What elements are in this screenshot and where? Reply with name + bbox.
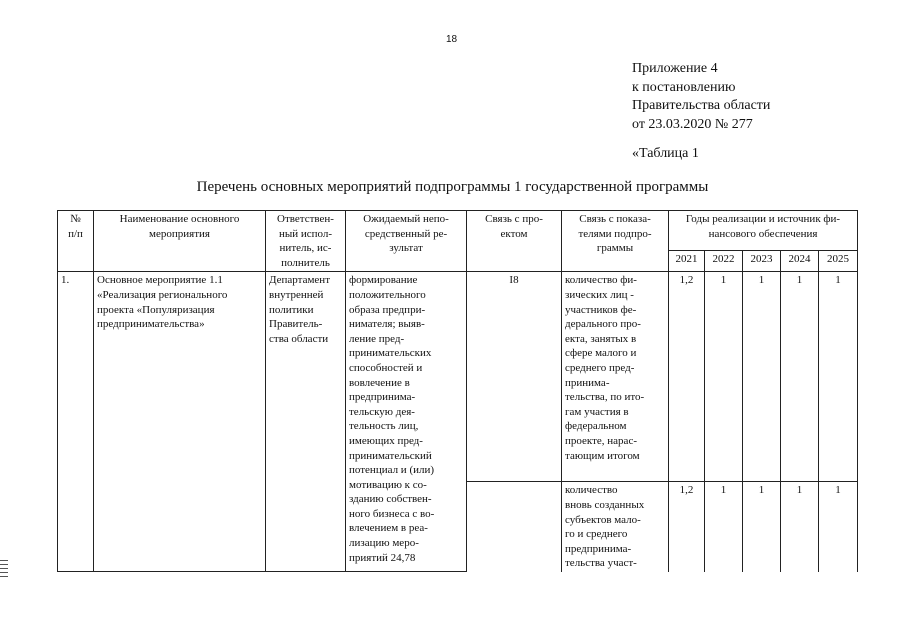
measures-table [57, 210, 858, 572]
header-year: 2021 [669, 250, 705, 272]
row-value: 1 [819, 482, 858, 572]
row-link-project: I8 [467, 272, 562, 482]
header-year: 2025 [819, 250, 858, 272]
row-value: 1 [781, 482, 819, 572]
header-result: Ожидаемый непо- средственный ре- зультат [346, 211, 467, 272]
table-row [58, 272, 858, 482]
row-value: 1 [781, 272, 819, 482]
row-value: 1 [743, 482, 781, 572]
row-result: формирование положительного образа предпри- нимателя; выяв- ление пред- принимательских способностей и вовлечение в предпринима- тельскую дея- тельность лиц, имеющих пред- принимательский потенциал и (или) мотивацию к со- зданию собствен- ного бизнеса с во- влечением в реа- лизацию меро- приятий 24,78 [346, 272, 467, 572]
row-indicator: количество фи- зических лиц - участников фе- дерального про- екта, занятых в сфере малого и среднего пред- принима- тельства, по ито- гам участия в федеральном проекте, нарас- тающим итогом [562, 272, 669, 482]
scan-edge-marks [0, 560, 8, 580]
row-link-project-empty [467, 482, 562, 572]
header-link-indicators: Связь с показа- телями подпро- граммы [562, 211, 669, 272]
row-value: 1 [705, 272, 743, 482]
header-year: 2022 [705, 250, 743, 272]
header-link-project: Связь с про- ектом [467, 211, 562, 272]
header-year: 2023 [743, 250, 781, 272]
header-name: Наименование основного мероприятия [94, 211, 266, 272]
appendix-line: Правительства области [632, 98, 771, 113]
header-year: 2024 [781, 250, 819, 272]
row-value: 1 [743, 272, 781, 482]
header-responsible: Ответствен- ный испол- нитель, ис- полнитель [266, 211, 346, 272]
table-label: «Таблица 1 [632, 146, 699, 161]
row-value: 1,2 [669, 482, 705, 572]
header-num: № п/п [58, 211, 94, 272]
row-indicator: количество вновь созданных субъектов мало- го и среднего предпринима- тельства участ- [562, 482, 669, 572]
document-title: Перечень основных мероприятий подпрограммы 1 государственной программы [196, 179, 709, 195]
row-responsible: Департамент внутренней политики Правитель- ства области [266, 272, 346, 572]
appendix-line: Приложение 4 [632, 61, 718, 76]
header-years-group: Годы реализации и источник фи- нансового обеспечения [669, 211, 858, 251]
row-num: 1. [58, 272, 94, 572]
page-number: 18 [446, 34, 458, 45]
appendix-header [632, 60, 770, 134]
row-value: 1 [705, 482, 743, 572]
row-value: 1,2 [669, 272, 705, 482]
row-name: Основное мероприятие 1.1 «Реализация регионального проекта «Популяризация предпринимательства» [94, 272, 266, 572]
appendix-line: к постановлению [632, 79, 736, 95]
row-value: 1 [819, 272, 858, 482]
appendix-line: от 23.03.2020 № 277 [632, 116, 753, 132]
